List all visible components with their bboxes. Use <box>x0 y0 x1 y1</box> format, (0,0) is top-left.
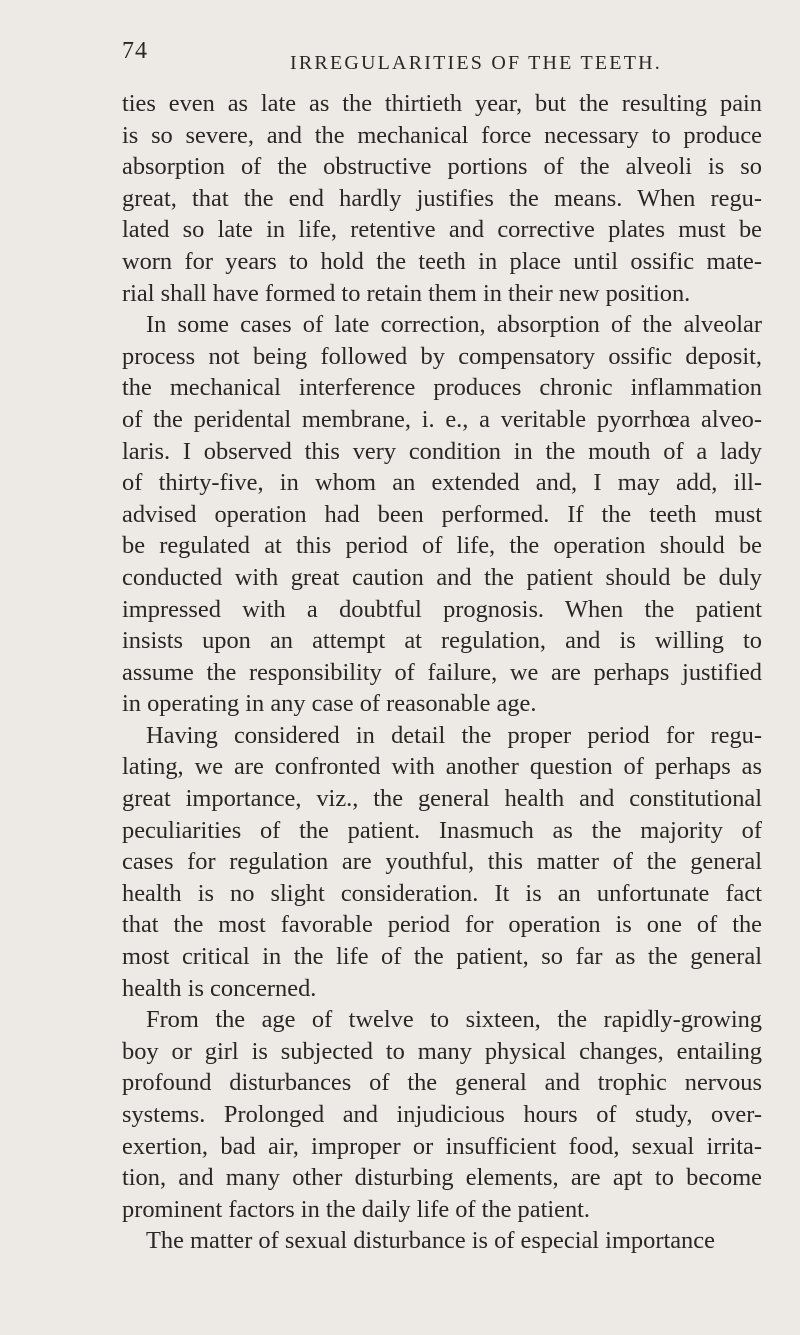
text-line: From the age of twelve to sixteen, the rapidly-growing <box>146 1006 762 1034</box>
text-line: in operating in any case of reasonable age. <box>122 690 537 718</box>
text-line: health is concerned. <box>122 974 317 1002</box>
paragraph <box>122 1004 762 1225</box>
text-line: be regulated at this period of life, the operation should be <box>122 532 762 560</box>
text-line: of the peridental membrane, i. e., a veritable pyorrhœa alveo- <box>122 405 762 433</box>
text-line: conducted with great caution and the patient should be duly <box>122 563 762 591</box>
text-line: lating, we are confronted with another question of perhaps as <box>122 753 762 781</box>
text-line: rial shall have formed to retain them in their new position. <box>122 279 691 307</box>
text-line: insists upon an attempt at regulation, and is willing to <box>122 627 762 655</box>
body-text <box>122 88 762 1257</box>
text-line: cases for regulation are youthful, this matter of the general <box>122 848 762 876</box>
text-line: prominent factors in the daily life of the patient. <box>122 1195 591 1223</box>
paragraph <box>122 720 762 1004</box>
text-line: advised operation had been performed. If the teeth must <box>122 500 762 528</box>
text-line: In some cases of late correction, absorption of the alveolar <box>146 311 762 339</box>
text-line: peculiarities of the patient. Inasmuch as the majority of <box>122 816 762 844</box>
text-line: is so severe, and the mechanical force necessary to produce <box>122 121 762 149</box>
text-line: ties even as late as the thirtieth year, but the resulting pain <box>122 90 762 117</box>
text-line: absorption of the obstructive portions of the alveoli is so <box>122 153 762 181</box>
text-line: laris. I observed this very condition in the mouth of a lady <box>122 437 762 465</box>
text-line: tion, and many other disturbing elements, are apt to become <box>122 1164 762 1192</box>
text-line: Having considered in detail the proper period for regu- <box>146 721 762 749</box>
text-line: of thirty-five, in whom an extended and, I may add, ill- <box>122 469 762 497</box>
text-line: lated so late in life, retentive and corrective plates must be <box>122 216 762 244</box>
text-line: great, that the end hardly justifies the means. When regu- <box>122 184 762 212</box>
text-line: profound disturbances of the general and trophic nervous <box>122 1069 762 1097</box>
text-line: process not being followed by compensatory ossific deposit, <box>122 342 762 370</box>
text-line: The matter of sexual disturbance is of especial importance <box>146 1227 715 1255</box>
text-line: health is no slight consideration. It is an unfortunate fact <box>122 879 762 907</box>
running-head: IRREGULARITIES OF THE TEETH. <box>290 52 662 74</box>
text-line: the mechanical interference produces chronic inflammation <box>122 374 762 402</box>
text-line: that the most favorable period for operation is one of the <box>122 911 762 939</box>
text-line: impressed with a doubtful prognosis. When the patient <box>122 595 762 623</box>
text-line: most critical in the life of the patient, so far as the general <box>122 943 762 971</box>
paragraph <box>122 309 762 720</box>
text-line: worn for years to hold the teeth in place until ossific mate- <box>122 247 762 275</box>
text-line: assume the responsibility of failure, we are perhaps justified <box>122 658 762 686</box>
paragraph <box>122 1225 762 1257</box>
page-header <box>122 38 762 80</box>
text-line: systems. Prolonged and injudicious hours of study, over- <box>122 1101 762 1128</box>
text-line: great importance, viz., the general health and constitutional <box>122 785 762 813</box>
page-number: 74 <box>122 38 148 64</box>
text-line: boy or girl is subjected to many physical changes, entailing <box>122 1037 762 1065</box>
text-line: exertion, bad air, improper or insufficient food, sexual irrita- <box>122 1132 762 1160</box>
paragraph <box>122 88 762 309</box>
